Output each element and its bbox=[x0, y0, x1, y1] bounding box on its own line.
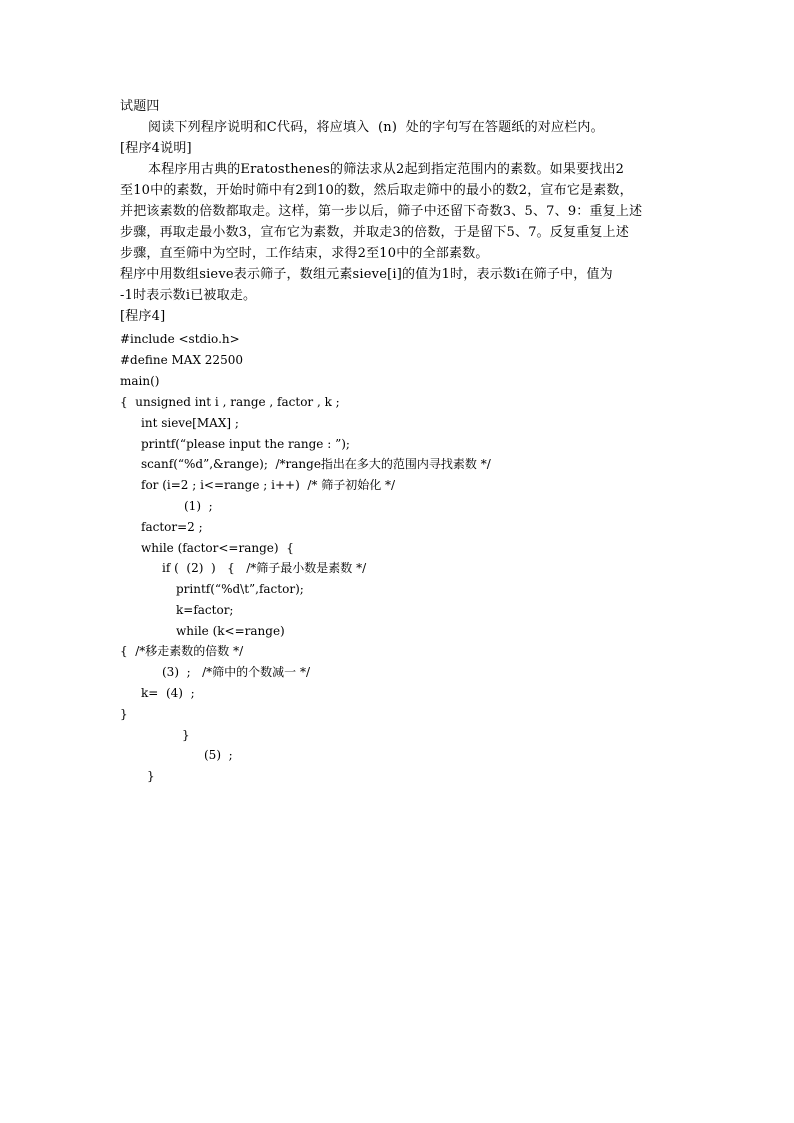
code-line: for (i=2 ; i<=range ; i++) /* 筛子初始化 */ bbox=[141, 478, 396, 492]
code-line: #define MAX 22500 bbox=[120, 353, 243, 367]
description-line: 步骤，直至筛中为空时，工作结束，求得2至10中的全部素数。 bbox=[120, 246, 489, 261]
blank-3-line: (3) ; /*筛中的个数减一 */ bbox=[162, 665, 311, 679]
question-heading: 试题四 bbox=[120, 99, 160, 114]
instruction-text: 阅读下列程序说明和C代码，将应填入 (n) 处的字句写在答题纸的对应栏内。 bbox=[148, 120, 604, 135]
code-line: printf(“please input the range : ”); bbox=[141, 437, 350, 451]
code-line: while (factor<=range) { bbox=[141, 541, 294, 555]
blank-4-line: k= (4) ; bbox=[141, 686, 195, 700]
blank-2-line: if ( (2) ) { /*筛子最小数是素数 */ bbox=[162, 561, 367, 575]
code-line: printf(“%d\t”,factor); bbox=[176, 582, 304, 596]
code-line: } bbox=[120, 707, 128, 721]
code-line: while (k<=range) bbox=[176, 624, 285, 638]
code-line: int sieve[MAX] ; bbox=[141, 416, 239, 430]
code-line: factor=2 ; bbox=[141, 520, 203, 534]
code-line: { unsigned int i , range , factor , k ; bbox=[120, 395, 340, 409]
description-line: 本程序用古典的Eratosthenes的筛法求从2起到指定范围内的素数。如果要找出2 bbox=[148, 162, 625, 177]
code-line: main() bbox=[120, 374, 160, 388]
blank-5-line: (5) ; bbox=[204, 748, 233, 762]
description-line: 程序中用数组sieve表示筛子，数组元素sieve[i]的值为1时，表示数i在筛子中，值为 bbox=[120, 267, 613, 282]
code-line: { /*移走素数的倍数 */ bbox=[120, 644, 244, 658]
description-line: 至10中的素数，开始时筛中有2到10的数，然后取走筛中的最小的数2，宣布它是素数， bbox=[120, 183, 633, 198]
code-line: } bbox=[147, 769, 155, 783]
code-line: scanf(“%d”,&range); /*range指出在多大的范围内寻找素数 */ bbox=[141, 457, 491, 471]
description-line: -1时表示数i已被取走。 bbox=[120, 288, 257, 303]
section-label: [程序4说明] bbox=[120, 141, 192, 156]
code-line: #include <stdio.h> bbox=[120, 332, 240, 346]
description-line: 并把该素数的倍数都取走。这样，第一步以后，筛子中还留下奇数3、5、7、9：重复上述 bbox=[120, 204, 643, 219]
code-line: k=factor; bbox=[176, 603, 234, 617]
blank-1: (1) ; bbox=[184, 499, 213, 513]
program-label: [程序4] bbox=[120, 309, 166, 324]
description-line: 步骤，再取走最小数3，宣布它为素数，并取走3的倍数，于是留下5、7。反复重复上述 bbox=[120, 225, 630, 240]
code-line: } bbox=[182, 728, 190, 742]
